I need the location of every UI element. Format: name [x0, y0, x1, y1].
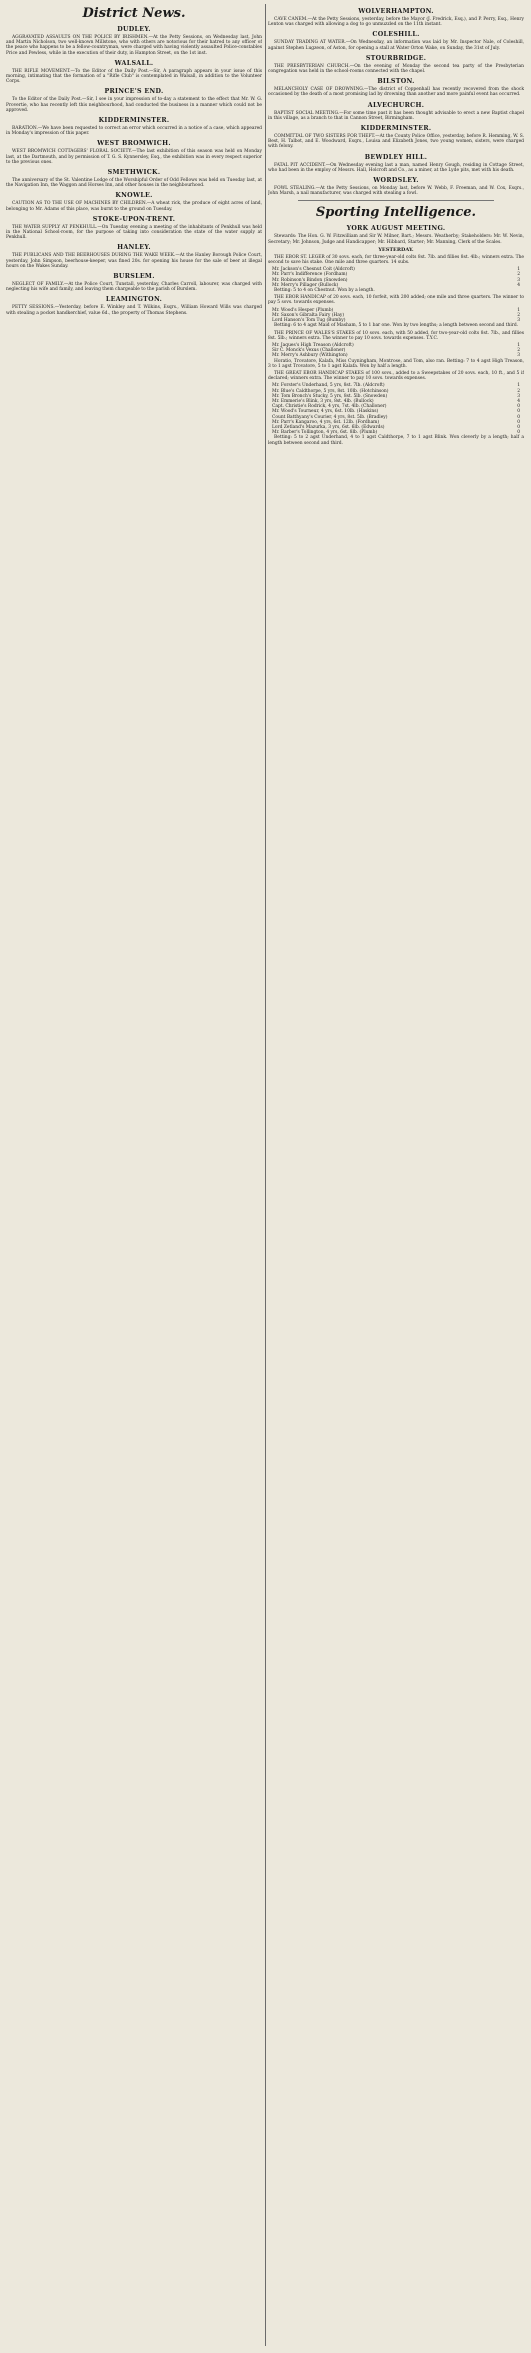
left-article-paragraph: The anniversary of the St. Valentine Lodge of the Worshipful Order of Odd Fellows was held on Tuesday last, at the Navigation Inn, the Waggon and Horses Inn, and other houses in the neighbourhood. — [6, 178, 262, 189]
column-rule — [265, 4, 266, 2346]
right-article-paragraph: BAPTIST SOCIAL MEETING.—For some time past it has been thought advisable to erect a new Baptist chapel in this village, as a branch to that in Cannon Street, Birmingham. — [268, 110, 524, 121]
york-stewards: Stewards: The Hon. G. W. Fitzwilliam and Sir W. Milner, Bart.; Messrs. Weatherby; Stakeholders: Mr. W. Nevin, Secretary; Mr. Johnson, Judge and Handicapper; Mr. Hibbard, Starter; Mr. Manning, Clerk of the Scales. — [268, 234, 524, 245]
finish-place: 2 — [517, 312, 520, 318]
left-article-paragraph: THE RIFLE MOVEMENT.—To the Editor of the Daily Post.—Sir, A paragraph appears in your issue of this morning, intimating that the formation of a "Rifle Club" is contemplated in Walsall, in addition to the Volunteer Corps. — [6, 68, 262, 85]
finish-place: 4 — [517, 398, 520, 404]
finish-place: 1 — [517, 342, 520, 348]
horse-entry: Capt. Christie's Rodrick, 4 yrs, 7st. 4lb. (Challoner) — [272, 404, 387, 410]
horse-entry: Mr. Parr's Indifference (Fordham) — [272, 272, 348, 278]
right-article-paragraph: FATAL PIT ACCIDENT.—On Wednesday evening last a man, named Henry Gough, residing in Cottage Street, who had been in the employ of Messrs. Hall, Holcroft and Co., as a miner, at the Lyde pits, met with his death. — [268, 162, 524, 173]
finish-place: 3 — [517, 393, 520, 399]
right-section-heading: KIDDERMINSTER. — [360, 125, 432, 133]
finish-place: 0 — [517, 409, 520, 415]
horse-entry: Count Batthyany's Courier, 4 yrs, 8st. 5lb. (Bradley) — [272, 414, 388, 420]
right-section-heading: COLESHILL. — [372, 31, 420, 39]
horse-entry: Sir C. Monck's Vexus (Challoner) — [272, 348, 346, 354]
left-article-paragraph: NEGLECT OF FAMILY.—At the Police Court, Tunstall, yesterday, Charles Carroll, labourer, was charged with neglecting his wife and family, and leaving them chargeable to the parish of Burslem. — [6, 282, 262, 293]
york-day: YESTERDAY. — [378, 246, 414, 253]
left-section-heading: HANLEY. — [117, 244, 151, 252]
horse-entry: Mr. Blue's Caldthorpe, 5 yrs, 8st. 10lb. (Hotchinson) — [272, 388, 389, 394]
right-section-heading: BILSTON. — [377, 78, 415, 86]
race-1-note: Betting: 5 to 4 on Chestnut. Won by a length. — [274, 288, 375, 294]
horse-entry: Lord Hanson's Tom Tug (Bumby) — [272, 318, 346, 324]
race-3-conditions: THE PRINCE OF WALES'S STAKES of 10 sovs. each, with 50 added, for two-year-old colts 8st. 7lb., and fillies 8st. 5lb.; winners extra. The winner to pay 10 sovs. towards expenses. T.Y.C. — [268, 330, 524, 341]
district-news-masthead: District News. — [82, 6, 186, 21]
finish-place: 4 — [517, 282, 520, 288]
right-section-heading: WOLVERHAMPTON. — [358, 8, 434, 15]
right-column — [268, 4, 524, 2344]
right-article-paragraph: MELANCHOLY CASE OF DROWNING.—The district of Coppenhall has recently recovered from the shock occasioned by the death of a most promising lad by drowning than another and more painful event has occurred. — [268, 87, 524, 98]
horse-entry: Mr. Merry's Pillager (Bullock) — [272, 282, 339, 288]
horse-entry: Mr. Jackson's Chesnut Coit (Aldcroft) — [272, 267, 355, 273]
race-4-conditions: THE GREAT EBOR HANDICAP STAKES of 100 sovs., added to a Sweepstakes of 20 sovs. each, 10 ft., and 5 if declared; winners extra. The winner to pay 10 sovs. towards expenses. — [268, 370, 524, 382]
right-section-heading: ALVECHURCH. — [367, 101, 425, 109]
left-section-heading: DUDLEY. — [117, 26, 151, 33]
horse-entry: Mr. Merry's Ashbury (Withington) — [272, 353, 348, 359]
finish-place: 2 — [517, 272, 520, 278]
horse-entry: Mr. Forster's Underhand, 5 yrs, 8st. 7lb. (Aldcroft) — [272, 383, 385, 389]
left-column — [6, 4, 262, 2344]
left-article-paragraph: BARATION.—We have been requested to correct an error which occurred in a notice of a case, which appeared in Monday's impression of this paper. — [6, 126, 262, 137]
left-section-heading: KIDDERMINSTER. — [98, 117, 170, 125]
finish-place: 0 — [517, 414, 520, 420]
race-2-note: Betting: 6 to 4 agst Maid of Masham, 5 to 1 bar one. Won by two lengths; a length between second and third. — [274, 323, 519, 329]
right-article-paragraph: SUNDAY TRADING AT WATER.—On Wednesday, an information was laid by Mr. Inspector Nale, of Coleshill, against Stephen Lugzeon, of Aston, for opening a stall at Water Orton Wake, on Sunday, the 31st of July. — [268, 40, 524, 51]
horse-entry: Lord Zetland's Mazurka, 3 yrs, 6st. 6lb. (Edwards) — [272, 424, 385, 430]
race-1-conditions: THE EBOR ST. LEGER of 30 sovs. each, for three-year-old colts 8st. 7lb. and fillies 8st. 4lb.; winners extra. The second to save his stake. One mile and three quarters. 14 subs. — [268, 254, 524, 266]
right-section-heading: STOURBRIDGE. — [365, 54, 427, 62]
section-divider — [298, 200, 494, 201]
left-article-paragraph: CAUTION AS TO THE USE OF MACHINES BY CHILDREN.—A wheat rick, the produce of eight acres of land, belonging to Mr. Adams of this place, was burnt to the ground on Tuesday. — [6, 201, 262, 212]
york-meeting-title: YORK AUGUST MEETING. — [346, 225, 446, 233]
right-article-paragraph: COMMITTAL OF TWO SISTERS FOR THEFT.—At the County Police Office, yesterday, before R. Hemming, W. S. Best, H. Talbot, and E. Woodward, Esqrs., Louisa and Elizabeth Jones, two young women, sisters, were charged with felony. — [268, 134, 524, 150]
race-3-results — [268, 343, 524, 359]
horse-entry: Mr. Robinson's Bindon (Snowden) — [272, 277, 348, 283]
race-result-row — [268, 353, 524, 358]
left-article-paragraph: AGGRAVATED ASSAULTS ON THE POLICE BY IRISHMEN.—At the Petty Sessions, on Wednesday last, John and Martin Nicholson, two well-known Millstone, who with others are notorious for their hatred to any officer of the peace who happens to be a fellow-countryman, were charged with having violently assaulted Police-constables Price and Pewless, while in the execution of their duty, in Hampton Street, on the 1st inst. — [6, 35, 262, 56]
race-4-results — [268, 383, 524, 435]
race-4-note: Betting: 5 to 2 agst Underhand, 4 to 1 agst Caldthorpe, 7 to 1 agst Blink. Won cleverly by a length; half a length between second and third. — [268, 435, 524, 446]
left-section-heading: SMETHWICK. — [107, 169, 161, 177]
race-2-results — [268, 308, 524, 324]
right-section-heading: BEWDLEY HILL. — [364, 153, 428, 161]
race-1-results — [268, 267, 524, 288]
left-articles — [6, 26, 262, 316]
finish-place: 0 — [517, 424, 520, 430]
left-article-paragraph: THE WATER SUPPLY AT PENKHULL.—On Tuesday evening a meeting of the inhabitants of Penkhull was held in the National School-room, for the purpose of taking into consideration the state of the water supply at Penkhull. — [6, 224, 262, 241]
left-section-heading: BURSLEM. — [113, 273, 155, 281]
horse-entry: Mr. Saxon's Gibralta Fairy (Hay) — [272, 312, 345, 318]
finish-place: 2 — [517, 348, 520, 354]
finish-place: 1 — [517, 383, 520, 389]
finish-place: 3 — [517, 277, 520, 283]
race-3-note: Horatio, Trovatore, Kalafa, Miss Cuyningham, Montrose, and Tom, also ran. Betting: 7 to 4 agst High Treason, 3 to 1 agst Trovatore, 5 to 1 agst Kalafa. Won by half a length. — [268, 358, 524, 369]
finish-place: 0 — [517, 419, 520, 425]
finish-place: 1 — [517, 307, 520, 313]
horse-entry: Mr. Jaques's High Treason (Aldcroft) — [272, 342, 354, 348]
finish-place: 3 — [517, 318, 520, 324]
left-article-paragraph: To the Editor of the Daily Post.—Sir, I see in your impression of to-day a statement to the effect that Mr. W. G. Provertie, who has recently left this neighbourhood, had conducted the business in a manner which could not be approved. — [6, 97, 262, 113]
race-2-conditions: THE EBOR HANDICAP of 20 sovs. each, 10 forfeit, with 200 added; one mile and three quarters. The winner to pay 5 sovs. towards expenses. — [268, 295, 524, 306]
right-article-paragraph: CAVE CANEM.—At the Petty Sessions, yesterday, before the Mayor (J. Fredrick, Esq.), and P. Perry, Esq., Henry Lenton was charged with allowing a dog to go unmuzzled on the 11th instant. — [268, 17, 524, 28]
horse-entry: Mr. Wood's Hesper (Plumb) — [272, 307, 334, 313]
sporting-intelligence-masthead: Sporting Intelligence. — [315, 205, 477, 221]
left-section-heading: KNOWLE. — [115, 192, 153, 200]
finish-place: 2 — [517, 388, 520, 394]
left-section-heading: WEST BROMWICH. — [97, 140, 171, 148]
finish-place: 3 — [517, 353, 520, 359]
right-article-paragraph: FOWL STEALING.—At the Petty Sessions, on Monday last, before W. Webb, F. Freeman, and W. Cox, Esqrs., John Marsh, a nail manufacturer, was charged with stealing a fowl. — [268, 186, 524, 197]
right-section-heading: WORDSLEY. — [373, 177, 419, 185]
horse-entry: Mr. Emmerie's Blink, 3 yrs, 8st. 4lb. (Bullock) — [272, 398, 374, 404]
left-article-paragraph: WEST BROMWICH COTTAGERS' FLORAL SOCIETY.—The last exhibition of this season was held on Monday last, at the Dartmouth, and by permission of T. G. S. Kynnersley, Esq., the exhibition was in every respect superior to the previous ones. — [6, 149, 262, 165]
horse-entry: Mr. Parr's Kangaroo, 4 yrs, 6st. 12lb. (Fordham) — [272, 419, 380, 425]
left-article-paragraph: PETTY SESSIONS.—Yesterday, before E. Winkley and T. Wilkins, Esqrs., William Howard Wills was charged with stealing a pocket handkerchief, value 6d., the property of Thomas Stephens. — [6, 305, 262, 316]
right-article-paragraph: THE PRESBYTERIAN CHURCH.—On the evening of Monday the second tea party of the Presbyterian congregation was held in the school-rooms connected with the chapel. — [268, 63, 524, 75]
left-section-heading: PRINCE'S END. — [104, 88, 164, 96]
finish-place: 0 — [517, 430, 520, 436]
horse-entry: Mr. Wood's Tourneur, 4 yrs, 6st. 10lb. (Haskins) — [272, 409, 379, 415]
left-section-heading: STOKE-UPON-TRENT. — [92, 215, 176, 223]
finish-place: 0 — [517, 404, 520, 410]
left-section-heading: LEAMINGTON. — [105, 296, 163, 304]
left-article-paragraph: THE PUBLICANS AND THE BEERHOUSES DURING THE WAKE WEEK.—At the Hanley Borough Police Court, yesterday, John Simpson, beerhouse-keeper, was fined 20s. for opening his house for the sale of beer at illegal hours on the Wakes Sunday. — [6, 253, 262, 269]
horse-entry: Mr. Barber's Tollington, 4 yrs, 6st. 8lb. (Plumb) — [272, 430, 378, 436]
finish-place: 1 — [517, 267, 520, 273]
right-articles — [268, 8, 524, 196]
horse-entry: Mr. Tom Bronch's Stucky, 5 yrs, 8st. 5lb. (Snowden) — [272, 393, 388, 399]
left-section-heading: WALSALL. — [114, 59, 154, 67]
